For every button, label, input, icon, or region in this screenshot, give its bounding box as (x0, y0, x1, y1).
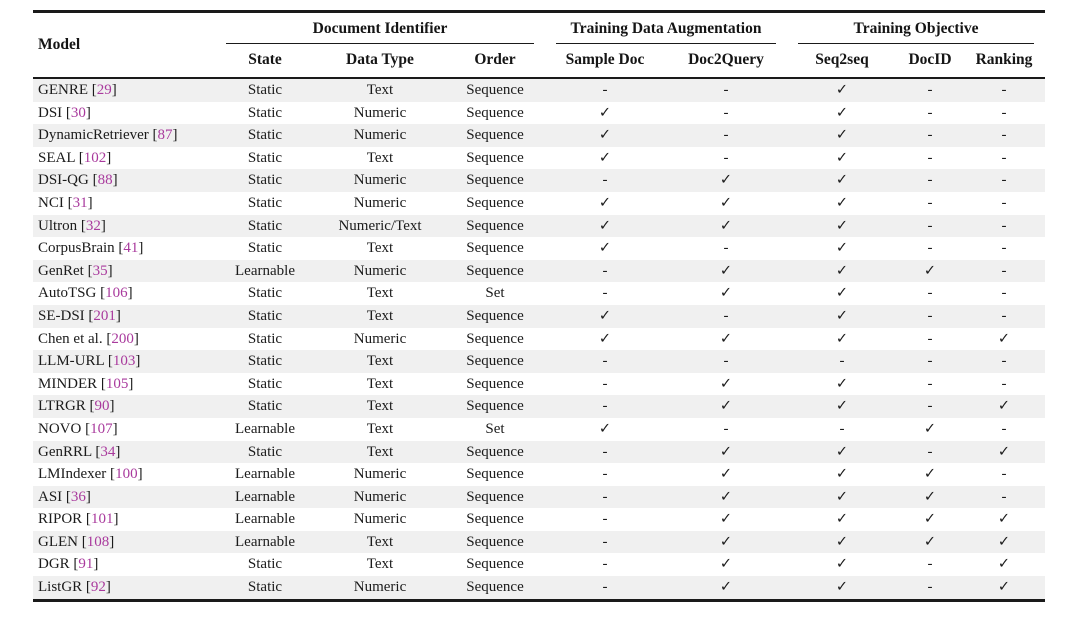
check-icon: ✓ (598, 127, 612, 144)
dash-mark: - (723, 127, 729, 144)
check-icon: ✓ (719, 398, 733, 415)
value-cell: Numeric (353, 466, 407, 483)
dash-mark: - (1001, 375, 1007, 392)
citation-link[interactable]: 105 (105, 375, 129, 392)
group-header-training-objective (787, 12, 1045, 45)
check-icon: ✓ (719, 579, 733, 596)
citation-link[interactable]: 106 (105, 285, 128, 302)
value-cell: Static (247, 194, 283, 211)
check-icon: ✓ (719, 172, 733, 189)
check-icon: ✓ (598, 194, 612, 211)
dash-mark: - (602, 443, 608, 460)
citation-link[interactable]: 31 (72, 194, 88, 211)
value-cell: Learnable (235, 533, 295, 550)
table-row (33, 215, 1045, 238)
value-cell: Numeric (353, 262, 407, 279)
dash-mark: - (1001, 194, 1007, 211)
check-icon: ✓ (923, 488, 937, 505)
check-icon: ✓ (719, 262, 733, 279)
dash-mark: - (1001, 466, 1007, 483)
check-icon: ✓ (835, 511, 849, 528)
value-cell: Sequence (466, 533, 524, 550)
dash-mark: - (927, 353, 933, 370)
check-icon: ✓ (997, 511, 1011, 528)
dash-mark: - (927, 307, 933, 324)
value-cell: Static (247, 307, 283, 324)
column-header-ranking: Ranking (963, 44, 1045, 78)
dash-mark: - (602, 488, 608, 505)
citation-link[interactable]: 32 (85, 217, 101, 234)
group-header-document-identifier (215, 12, 545, 45)
value-cell: Text (366, 285, 394, 302)
table-row (33, 418, 1045, 441)
group-header-row (33, 12, 1045, 45)
value-cell: Sequence (466, 488, 524, 505)
check-icon: ✓ (835, 398, 849, 415)
model-cell: DynamicRetriever [87] (38, 127, 178, 144)
check-icon: ✓ (835, 217, 849, 234)
value-cell: Numeric (353, 511, 407, 528)
dash-mark: - (723, 353, 729, 370)
dash-mark: - (602, 466, 608, 483)
check-icon: ✓ (598, 420, 612, 437)
dash-mark: - (602, 172, 608, 189)
value-cell: Sequence (466, 353, 524, 370)
dash-mark: - (927, 82, 933, 98)
table-row (33, 282, 1045, 305)
check-icon: ✓ (835, 488, 849, 505)
value-cell: Numeric (353, 488, 407, 505)
dash-mark: - (602, 533, 608, 550)
value-cell: Static (247, 172, 283, 189)
value-cell: Sequence (466, 375, 524, 392)
value-cell: Sequence (466, 579, 524, 596)
value-cell: Numeric (353, 172, 407, 189)
model-cell: SEAL [102] (38, 149, 112, 166)
value-cell: Static (247, 149, 283, 166)
value-cell: Static (247, 82, 283, 98)
check-icon: ✓ (923, 420, 937, 437)
citation-link[interactable]: 87 (157, 127, 173, 144)
citation-link[interactable]: 92 (90, 579, 106, 596)
citation-link[interactable]: 29 (96, 82, 112, 98)
model-cell: DSI-QG [88] (38, 172, 118, 189)
citation-link[interactable]: 102 (83, 149, 107, 166)
model-cell: ListGR [92] (38, 579, 111, 596)
check-icon: ✓ (598, 307, 612, 324)
dash-mark: - (927, 194, 933, 211)
model-cell: GLEN [108] (38, 533, 115, 550)
citation-link[interactable]: 103 (112, 353, 136, 370)
value-cell: Text (366, 556, 394, 573)
value-cell: Sequence (466, 330, 524, 347)
check-icon: ✓ (997, 398, 1011, 415)
value-cell: Text (366, 420, 394, 437)
dash-mark: - (723, 420, 729, 437)
citation-link[interactable]: 35 (92, 262, 108, 279)
value-cell: Static (247, 353, 283, 370)
table-row (33, 463, 1045, 486)
check-icon: ✓ (923, 533, 937, 550)
value-cell: Sequence (466, 172, 524, 189)
value-cell: Learnable (235, 420, 295, 437)
dash-mark: - (602, 398, 608, 415)
dash-mark: - (1001, 240, 1007, 257)
value-cell: Numeric (353, 127, 407, 144)
value-cell: Static (247, 330, 283, 347)
value-cell: Sequence (466, 398, 524, 415)
citation-link[interactable]: 107 (90, 420, 113, 437)
check-icon: ✓ (835, 172, 849, 189)
dash-mark: - (927, 579, 933, 596)
value-cell: Text (366, 82, 394, 98)
dash-mark: - (1001, 420, 1007, 437)
table-row (33, 305, 1045, 328)
dash-mark: - (927, 443, 933, 460)
model-cell: Chen et al. [200] (38, 330, 139, 347)
check-icon: ✓ (835, 579, 849, 596)
check-icon: ✓ (598, 330, 612, 347)
value-cell: Sequence (466, 307, 524, 324)
dash-mark: - (1001, 307, 1007, 324)
model-cell: CorpusBrain [41] (38, 240, 144, 257)
value-cell: Numeric (353, 330, 407, 347)
check-icon: ✓ (719, 443, 733, 460)
check-icon: ✓ (835, 375, 849, 392)
citation-link[interactable]: 101 (90, 511, 114, 528)
table-row (33, 237, 1045, 260)
table-row (33, 124, 1045, 147)
value-cell: Static (247, 579, 283, 596)
column-header-docid: DocID (897, 44, 963, 78)
model-cell: Ultron [32] (38, 217, 106, 234)
citation-link[interactable]: 200 (111, 330, 134, 347)
value-cell: Sequence (466, 104, 524, 121)
check-icon: ✓ (835, 149, 849, 166)
dash-mark: - (1001, 82, 1007, 98)
table-row (33, 508, 1045, 531)
table-row (33, 531, 1045, 554)
dash-mark: - (927, 127, 933, 144)
citation-link[interactable]: 36 (70, 488, 86, 505)
dash-mark: - (927, 104, 933, 121)
check-icon: ✓ (923, 511, 937, 528)
check-icon: ✓ (997, 330, 1011, 347)
table-row (33, 373, 1045, 396)
value-cell: Static (247, 398, 283, 415)
check-icon: ✓ (835, 285, 849, 302)
dash-mark: - (1001, 149, 1007, 166)
column-header-sample-doc: Sample Doc (545, 44, 665, 78)
dash-mark: - (927, 330, 933, 347)
dash-mark: - (1001, 353, 1007, 370)
citation-link[interactable]: 34 (100, 443, 116, 460)
check-icon: ✓ (719, 217, 733, 234)
column-header-model: Model (33, 12, 215, 79)
column-header-doc2query: Doc2Query (665, 44, 787, 78)
value-cell: Text (366, 375, 394, 392)
dash-mark: - (1001, 285, 1007, 302)
model-cell: GENRE [29] (38, 82, 117, 98)
dash-mark: - (1001, 488, 1007, 505)
value-cell: Learnable (235, 262, 295, 279)
value-cell: Static (247, 556, 283, 573)
check-icon: ✓ (719, 285, 733, 302)
column-header-order: Order (445, 44, 545, 78)
group-header-label: Document Identifier (226, 20, 534, 44)
check-icon: ✓ (835, 307, 849, 324)
column-header-seq2seq: Seq2seq (787, 44, 897, 78)
value-cell: Static (247, 104, 283, 121)
value-cell: Text (366, 533, 394, 550)
check-icon: ✓ (835, 104, 849, 121)
model-cell: NOVO [107] (38, 420, 118, 437)
citation-link[interactable]: 90 (94, 398, 110, 415)
dash-mark: - (1001, 104, 1007, 121)
table-row (33, 553, 1045, 576)
dash-mark: - (927, 398, 933, 415)
dash-mark: - (602, 556, 608, 573)
value-cell: Sequence (466, 466, 524, 483)
model-cell: SE-DSI [201] (38, 307, 121, 324)
dash-mark: - (927, 375, 933, 392)
check-icon: ✓ (835, 330, 849, 347)
value-cell: Set (485, 420, 505, 437)
dash-mark: - (602, 262, 608, 279)
model-comparison-table (33, 10, 1045, 602)
value-cell: Static (247, 285, 283, 302)
value-cell: Numeric (353, 579, 407, 596)
dash-mark: - (602, 285, 608, 302)
value-cell: Sequence (466, 443, 524, 460)
dash-mark: - (927, 240, 933, 257)
table-row (33, 78, 1045, 102)
model-cell: GenRet [35] (38, 262, 113, 279)
table-row (33, 486, 1045, 509)
check-icon: ✓ (923, 466, 937, 483)
dash-mark: - (602, 375, 608, 392)
value-cell: Text (366, 398, 394, 415)
column-header-state: State (215, 44, 315, 78)
value-cell: Text (366, 307, 394, 324)
dash-mark: - (1001, 217, 1007, 234)
model-cell: LLM-URL [103] (38, 353, 141, 370)
model-cell: DSI [30] (38, 104, 91, 121)
value-cell: Static (247, 217, 283, 234)
dash-mark: - (602, 579, 608, 596)
model-cell: DGR [91] (38, 556, 99, 573)
check-icon: ✓ (997, 556, 1011, 573)
check-icon: ✓ (598, 149, 612, 166)
table-row (33, 441, 1045, 464)
value-cell: Static (247, 240, 283, 257)
value-cell: Learnable (235, 511, 295, 528)
citation-link[interactable]: 108 (86, 533, 110, 550)
dash-mark: - (927, 149, 933, 166)
value-cell: Numeric (353, 104, 407, 121)
dash-mark: - (1001, 127, 1007, 144)
check-icon: ✓ (719, 375, 733, 392)
value-cell: Sequence (466, 127, 524, 144)
citation-link[interactable]: 88 (97, 172, 113, 189)
check-icon: ✓ (835, 262, 849, 279)
value-cell: Sequence (466, 240, 524, 257)
model-cell: RIPOR [101] (38, 511, 119, 528)
citation-link[interactable]: 201 (93, 307, 116, 324)
table-header (33, 12, 1045, 79)
table-row (33, 169, 1045, 192)
column-header-data-type: Data Type (315, 44, 445, 78)
check-icon: ✓ (923, 262, 937, 279)
dash-mark: - (839, 353, 845, 370)
check-icon: ✓ (598, 240, 612, 257)
model-cell: ASI [36] (38, 488, 91, 505)
check-icon: ✓ (719, 511, 733, 528)
dash-mark: - (723, 307, 729, 324)
value-cell: Static (247, 443, 283, 460)
check-icon: ✓ (997, 533, 1011, 550)
model-cell: AutoTSG [106] (38, 285, 133, 302)
dash-mark: - (602, 82, 608, 98)
check-icon: ✓ (598, 217, 612, 234)
dash-mark: - (723, 82, 729, 98)
check-icon: ✓ (835, 194, 849, 211)
citation-link[interactable]: 100 (115, 466, 138, 483)
dash-mark: - (927, 172, 933, 189)
check-icon: ✓ (719, 556, 733, 573)
value-cell: Numeric/Text (338, 217, 422, 234)
citation-link[interactable]: 41 (123, 240, 139, 257)
check-icon: ✓ (835, 82, 849, 98)
table-row (33, 147, 1045, 170)
table-row (33, 192, 1045, 215)
group-header-label: Training Data Augmentation (556, 20, 776, 44)
check-icon: ✓ (835, 240, 849, 257)
value-cell: Sequence (466, 262, 524, 279)
value-cell: Sequence (466, 194, 524, 211)
citation-link[interactable]: 30 (70, 104, 86, 121)
value-cell: Text (366, 443, 394, 460)
check-icon: ✓ (719, 533, 733, 550)
table-row (33, 260, 1045, 283)
dash-mark: - (1001, 172, 1007, 189)
dash-mark: - (602, 353, 608, 370)
check-icon: ✓ (835, 443, 849, 460)
table-row (33, 102, 1045, 125)
check-icon: ✓ (598, 104, 612, 121)
check-icon: ✓ (835, 533, 849, 550)
model-cell: NCI [31] (38, 194, 93, 211)
dash-mark: - (1001, 262, 1007, 279)
citation-link[interactable]: 91 (78, 556, 94, 573)
table-body (33, 78, 1045, 600)
dash-mark: - (602, 511, 608, 528)
table-row (33, 576, 1045, 600)
check-icon: ✓ (719, 488, 733, 505)
value-cell: Static (247, 127, 283, 144)
group-header-label: Training Objective (798, 20, 1034, 44)
value-cell: Text (366, 240, 394, 257)
table-row (33, 350, 1045, 373)
value-cell: Text (366, 353, 394, 370)
value-cell: Static (247, 375, 283, 392)
check-icon: ✓ (997, 579, 1011, 596)
value-cell: Learnable (235, 488, 295, 505)
check-icon: ✓ (835, 466, 849, 483)
dash-mark: - (723, 240, 729, 257)
group-header-training-data-augmentation (545, 12, 787, 45)
check-icon: ✓ (719, 330, 733, 347)
model-cell: MINDER [105] (38, 375, 134, 392)
dash-mark: - (927, 285, 933, 302)
check-icon: ✓ (835, 556, 849, 573)
value-cell: Sequence (466, 149, 524, 166)
value-cell: Numeric (353, 194, 407, 211)
model-cell: LTRGR [90] (38, 398, 115, 415)
check-icon: ✓ (835, 127, 849, 144)
check-icon: ✓ (997, 443, 1011, 460)
value-cell: Sequence (466, 82, 524, 98)
value-cell: Learnable (235, 466, 295, 483)
value-cell: Sequence (466, 217, 524, 234)
dash-mark: - (723, 149, 729, 166)
model-cell: GenRRL [34] (38, 443, 121, 460)
dash-mark: - (927, 556, 933, 573)
check-icon: ✓ (719, 466, 733, 483)
dash-mark: - (927, 217, 933, 234)
check-icon: ✓ (719, 194, 733, 211)
table-row (33, 328, 1045, 351)
value-cell: Sequence (466, 556, 524, 573)
value-cell: Sequence (466, 511, 524, 528)
model-cell: LMIndexer [100] (38, 466, 143, 483)
dash-mark: - (839, 420, 845, 437)
table-row (33, 395, 1045, 418)
value-cell: Set (485, 285, 505, 302)
dash-mark: - (723, 104, 729, 121)
value-cell: Text (366, 149, 394, 166)
